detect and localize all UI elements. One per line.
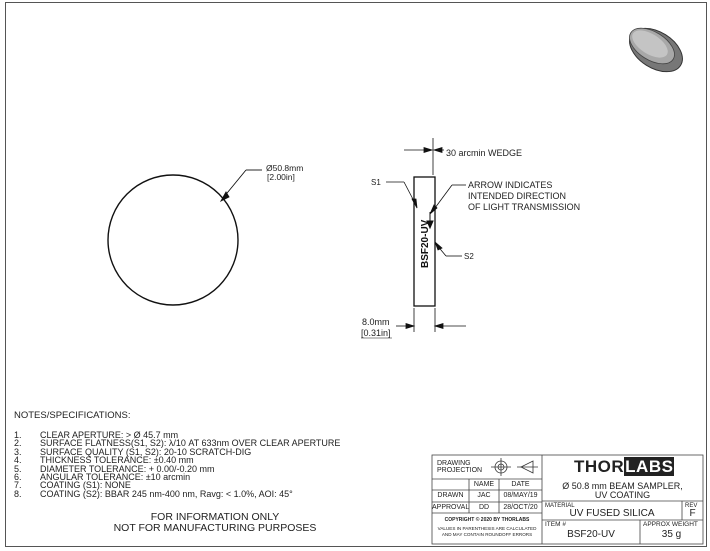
notes-title: NOTES/SPECIFICATIONS: xyxy=(14,410,131,421)
note-number: 5. xyxy=(14,463,22,474)
values-note-2: AND MAY CONTAIN ROUNDOFF ERRORS xyxy=(441,532,533,537)
item-label: ITEM # xyxy=(545,521,566,528)
note-text: CLEAR APERTURE: > Ø 45.7 mm xyxy=(40,430,179,440)
info-only-notice xyxy=(90,512,340,534)
arrow-note-line-3: OF LIGHT TRANSMISSION xyxy=(468,202,581,212)
note-number: 6. xyxy=(14,472,22,482)
wedge-label: 30 arcmin WEDGE xyxy=(446,148,523,158)
material-value: UV FUSED SILICA xyxy=(569,508,655,519)
rev-label: REV xyxy=(685,503,698,509)
note-text: THICKNESS TOLERANCE: ±0.40 mm xyxy=(40,455,194,466)
name-header: NAME xyxy=(473,481,495,488)
approval-name: DD xyxy=(478,504,490,511)
diameter-label: Ø50.8mm xyxy=(266,163,304,173)
front-view-circle xyxy=(108,175,238,305)
s1-leader xyxy=(386,182,417,208)
note-number: 3. xyxy=(14,446,22,457)
diameter-label-inch: [2.00in] xyxy=(267,172,295,182)
approval-label: APPROVAL xyxy=(432,504,470,511)
note-text: DIAMETER TOLERANCE: + 0.00/-0.20 mm xyxy=(40,463,215,474)
note-number: 4. xyxy=(14,455,22,466)
item-value: BSF20-UV xyxy=(567,529,615,540)
note-number: 1. xyxy=(14,430,22,440)
arrow-note-line-1: ARROW INDICATES xyxy=(468,180,553,190)
description-line-2: UV COATING xyxy=(594,490,651,500)
note-number: 2. xyxy=(14,438,22,449)
drawn-date: 08/MAY/19 xyxy=(503,492,538,499)
projection-symbol-icon xyxy=(491,458,538,476)
note-text: COATING (S2): BBAR 245 nm-400 nm, Ravg: < 1.0%, AOI: 45° xyxy=(40,488,293,499)
thickness-label: 8.0mm xyxy=(362,317,390,327)
description-line-1: Ø 50.8 mm BEAM SAMPLER, xyxy=(562,481,683,491)
weight-label: APPROX WEIGHT xyxy=(643,521,698,528)
note-number: 8. xyxy=(14,488,22,499)
note-number: 7. xyxy=(14,480,22,491)
drawn-label: DRAWN xyxy=(437,492,464,499)
engraving-text: BSF20-UV xyxy=(420,219,431,268)
projection-label-1: DRAWING xyxy=(437,460,471,467)
s2-label: S2 xyxy=(464,252,474,261)
optic-3d-thumbnail xyxy=(622,19,690,80)
note-text: SURFACE FLATNESS(S1, S2): λ/10 AT 633nm OVER CLEAR APERTURE xyxy=(40,438,341,449)
logo-part-b: LABS xyxy=(625,457,674,476)
copyright: COPYRIGHT © 2020 BY THORLABS xyxy=(444,517,530,523)
drawn-name: JAC xyxy=(477,492,491,499)
wedge-dimension xyxy=(404,148,444,153)
weight-value: 35 g xyxy=(661,529,682,540)
info-only-line-1: FOR INFORMATION ONLY xyxy=(150,511,280,523)
values-note-1: VALUES IN PARENTHESIS ARE CALCULATED xyxy=(437,526,537,531)
note-text: ANGULAR TOLERANCE: ±10 arcmin xyxy=(40,472,191,482)
s2-leader xyxy=(435,242,462,256)
approval-date: 28/OCT/20 xyxy=(503,504,538,511)
diameter-leader xyxy=(221,170,262,201)
logo-part-a: THOR xyxy=(574,457,625,476)
thorlabs-logo xyxy=(574,457,674,477)
info-only-line-2: NOT FOR MANUFACTURING PURPOSES xyxy=(113,522,317,534)
s1-label: S1 xyxy=(371,178,381,187)
thickness-label-inch: [0.31in] xyxy=(361,328,391,338)
note-text: COATING (S1): NONE xyxy=(40,480,131,491)
note-item xyxy=(14,490,293,499)
date-header: DATE xyxy=(511,481,530,488)
note-text: SURFACE QUALITY (S1, S2): 20-10 SCRATCH-DIG xyxy=(40,446,252,457)
projection-label-2: PROJECTION xyxy=(437,467,483,474)
arrow-note-line-2: INTENDED DIRECTION xyxy=(468,191,567,201)
rev-value: F xyxy=(689,508,696,519)
material-label: MATERIAL xyxy=(545,503,575,509)
